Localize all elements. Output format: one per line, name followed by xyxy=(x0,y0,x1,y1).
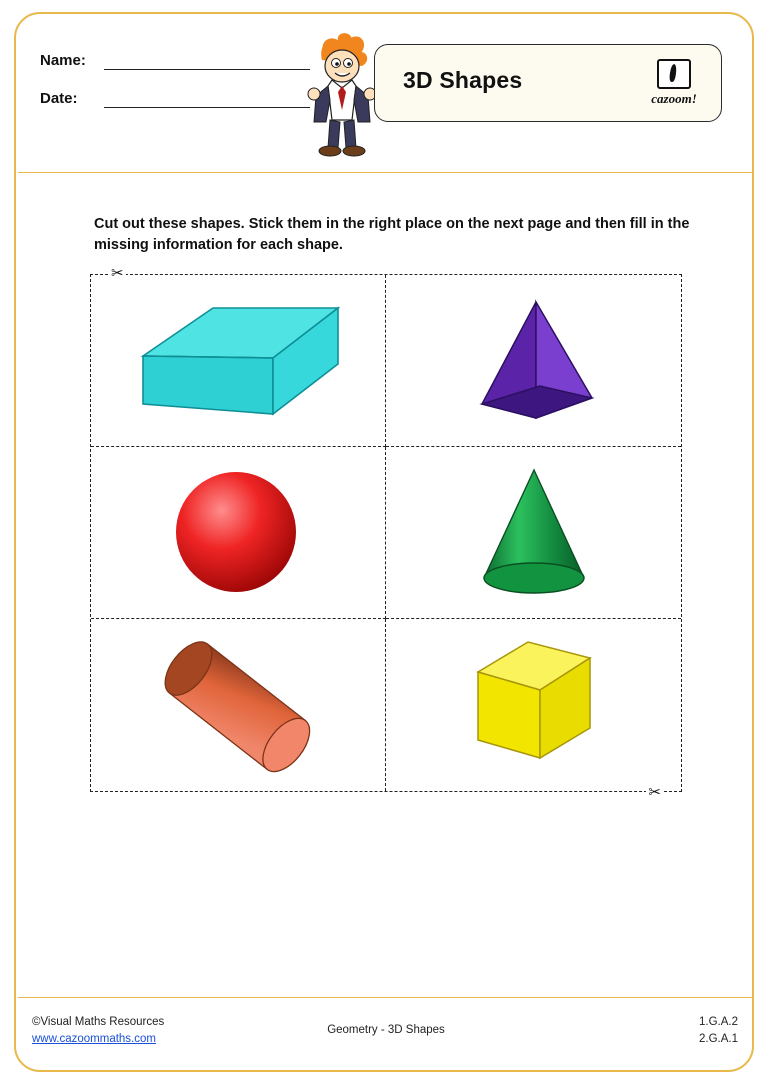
scissors-icon: ✂ xyxy=(111,265,124,282)
cuboid-shape xyxy=(123,286,353,436)
title-banner xyxy=(374,44,722,122)
cazoom-logo xyxy=(645,59,703,109)
instructions-text: Cut out these shapes. Stick them in the right place on the next page and then fill in the missing information for each shape. xyxy=(94,216,690,253)
student-fields xyxy=(40,48,310,124)
shape-cell-sphere xyxy=(91,447,386,619)
name-input-line[interactable] xyxy=(104,53,310,70)
logo-mark-icon xyxy=(657,59,691,89)
shape-cell-cone xyxy=(386,447,681,619)
worksheet-header xyxy=(16,14,756,172)
page-title: 3D Shapes xyxy=(403,67,523,93)
copyright-text: ©Visual Maths Resources xyxy=(32,1016,165,1028)
logo-wordmark: cazoom! xyxy=(651,91,697,106)
date-input-line[interactable] xyxy=(104,91,310,108)
worksheet-page xyxy=(14,12,754,1072)
shape-cell-cuboid xyxy=(91,265,386,447)
footer-standards xyxy=(699,1014,738,1048)
cone-shape xyxy=(449,458,619,608)
worksheet-footer xyxy=(16,998,756,1070)
shape-cell-cube xyxy=(386,619,681,801)
name-field-row xyxy=(40,48,310,70)
standard-code-1: 1.G.A.2 xyxy=(699,1016,738,1028)
cube-shape xyxy=(444,628,624,783)
cutout-grid xyxy=(90,265,682,801)
standard-code-2: 2.G.A.1 xyxy=(699,1033,738,1045)
date-label: Date: xyxy=(40,90,78,107)
footer-topic: Geometry - 3D Shapes xyxy=(327,1024,445,1036)
date-field-row xyxy=(40,86,310,108)
shape-cell-pyramid xyxy=(386,275,681,447)
scissors-icon: ✂ xyxy=(648,784,661,801)
cylinder-shape xyxy=(128,628,348,783)
website-link[interactable]: www.cazoommaths.com xyxy=(32,1033,156,1045)
shape-cell-cylinder xyxy=(91,619,386,791)
square-pyramid-shape xyxy=(444,286,624,436)
header-divider xyxy=(18,172,754,173)
sphere-shape xyxy=(158,458,318,608)
name-label: Name: xyxy=(40,52,86,69)
